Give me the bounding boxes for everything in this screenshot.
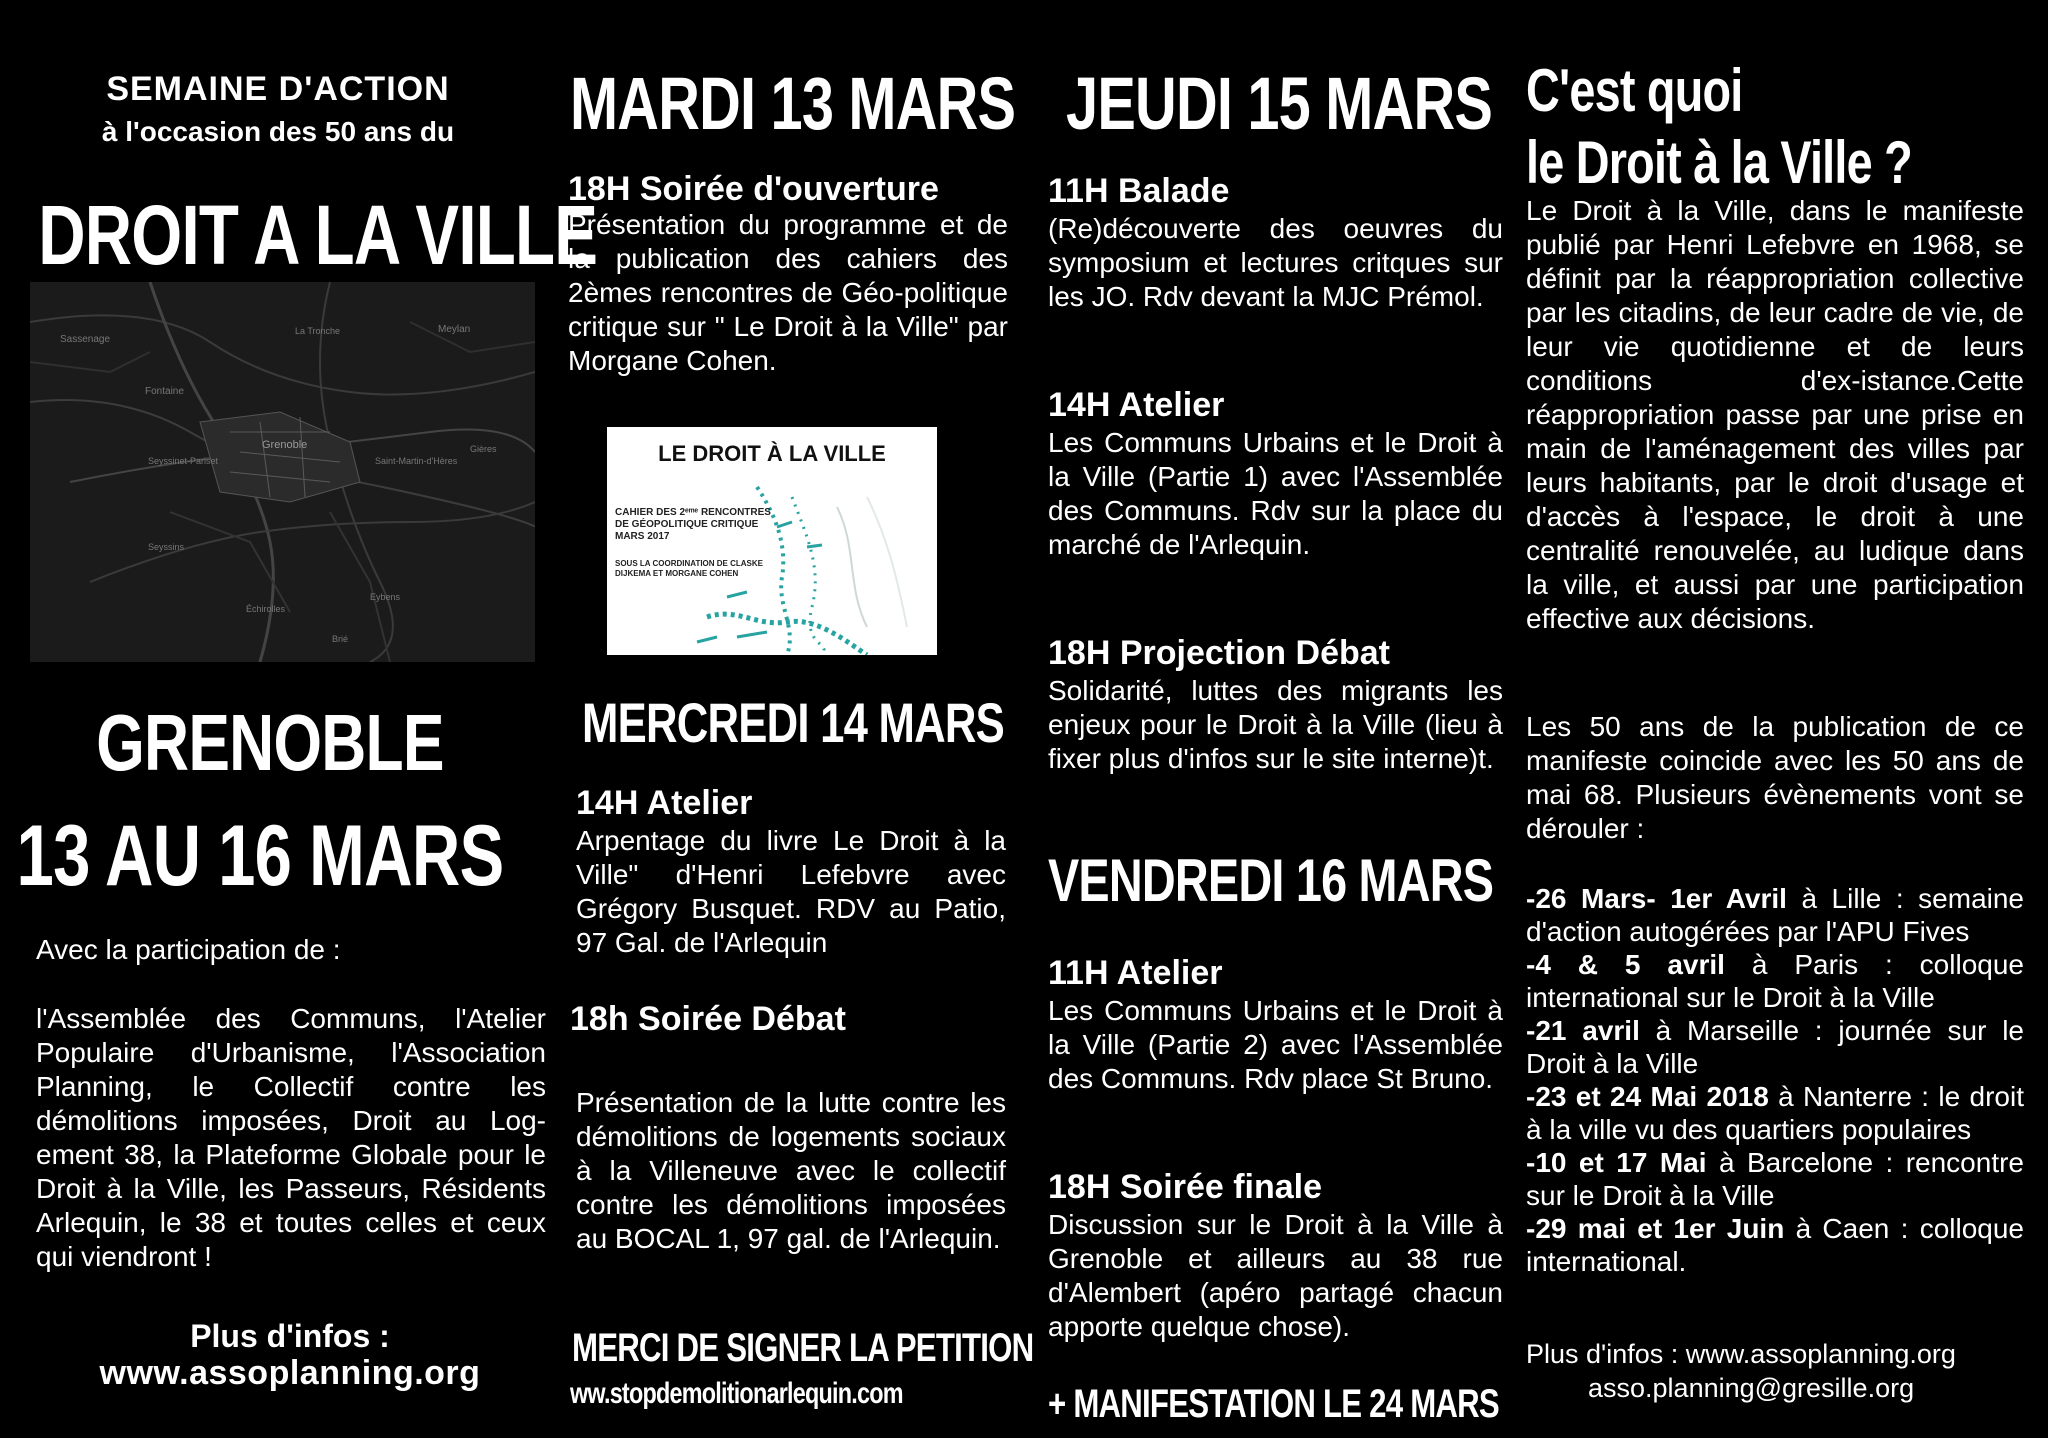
event-item: -21 avril à Marseille : journée sur le Droit à la Ville — [1526, 1015, 2024, 1079]
city-title: GRENOBLE — [96, 698, 444, 787]
map-label: Meylan — [438, 324, 471, 335]
participation-text: l'Assemblée des Communs, l'Atelier Populaire d'Urbanisme, l'Association Planning, le Collectif contre les démolitions imposées, Droit au Log-ement 38, la Plateforme Globale pour le Droit à la Ville, les Passeurs, Résidents Arlequin, le 38 et toutes celles et ceux qui viendront ! — [36, 1003, 546, 1272]
event-item: -29 mai et 1er Juin à Caen : colloque international. — [1526, 1213, 2024, 1277]
friday-slot1-text: Les Communs Urbains et le Droit à la Ville (Partie 2) avec l'Assemblée des Communs. Rdv place St Bruno. — [1048, 995, 1503, 1094]
participation-intro: Avec la participation de : — [36, 934, 341, 965]
website-link[interactable]: www.assoplanning.org — [99, 1354, 481, 1392]
book-cover — [607, 427, 937, 655]
left-column — [16, 0, 598, 1438]
bottom-margin — [0, 1438, 2048, 1448]
map-label: Brié — [332, 634, 349, 644]
map-label: Seyssins — [148, 542, 185, 552]
about-title-line1: C'est quoi — [1526, 57, 1743, 124]
cover-credits: SOUS LA COORDINATION DE CLASKE DIJKEMA ET MORGANE COHEN — [615, 559, 764, 578]
map-label: Grenoble — [262, 439, 308, 451]
cover-title: LE DROIT À LA VILLE — [658, 441, 886, 466]
thursday-friday-column — [1040, 0, 1505, 1438]
thursday-slot2-text: Les Communs Urbains et le Droit à la Ville (Partie 1) avec l'Assemblée des Communs. Rdv sur la place du marché de l'Arlequin. — [1048, 427, 1503, 560]
map-label: La Tronche — [295, 326, 341, 336]
about-paragraph-2: Les 50 ans de la publication de ce manifeste coincide avec les 50 ans de mai 68. Plusieurs évènements vont se dérouler : — [1526, 711, 2024, 844]
friday-slot2-title: 18H Soirée finale — [1048, 1168, 1323, 1206]
map-label: Eybens — [370, 592, 401, 602]
event-item: -23 et 24 Mai 2018 à Nanterre : le droit à la ville vu des quartiers populaires — [1526, 1081, 2024, 1145]
contact-email[interactable]: asso.planning@gresille.org — [1588, 1373, 1915, 1403]
thursday-slot3-title: 18H Projection Débat — [1048, 634, 1390, 672]
friday-heading: VENDREDI 16 MARS — [1048, 847, 1494, 914]
about-paragraph-1: Le Droit à la Ville, dans le manifeste publié par Henri Lefebvre en 1968, se définit par la réappropriation collective par les citadins, de leur cadre de vie, de leur vie quotidienne et de leurs conditions d'ex-istance.Cette réappropriation passe par une prise en main de l'aménagement des villes par leurs habitants, par le droit d'usage et d'accès à l'espace, le droit à une centralité renouvelée, au ludique dans la ville, et aussi par une participation effective aux décisions. — [1526, 195, 2024, 634]
wednesday-slot2-text: Présentation de la lutte contre les démolitions de logements sociaux à la Villeneuve avec le collectif contre les démolitions imposées au BOCAL 1, 97 gal. de l'Arlequin. — [576, 1087, 1006, 1254]
wednesday-heading: MERCREDI 14 MARS — [582, 691, 1004, 754]
main-title: DROIT A LA VILLE — [38, 188, 598, 282]
event-item: -26 Mars- 1er Avril à Lille : semaine d'action autogérées par l'APU Fives — [1526, 883, 2025, 947]
about-title-line2: le Droit à la Ville ? — [1526, 129, 1912, 196]
more-info-label: Plus d'infos : — [190, 1318, 390, 1354]
kicker-sub: à l'occasion des 50 ans du — [101, 116, 455, 147]
wednesday-slot1-text: Arpentage du livre Le Droit à la Ville" d'Henri Lefebvre avec Grégory Busquet. RDV au Patio, 97 Gal. de l'Arlequin — [576, 825, 1006, 958]
thursday-slot1-text: (Re)découverte des oeuvres du symposium et lectures critques sur les JO. Rdv devant la MJC Prémol. — [1048, 213, 1503, 312]
contact-website[interactable]: Plus d'infos : www.assoplanning.org — [1526, 1339, 1956, 1369]
petition-url[interactable]: ww.stopdemolitionarlequin.com — [570, 1377, 903, 1410]
city-map — [30, 282, 535, 662]
dates-title: 13 AU 16 MARS — [16, 808, 504, 904]
thursday-slot3-text: Solidarité, luttes des migrants les enjeux pour le Droit à la Ville (lieu à fixer plus d'infos sur le site interne)t. — [1048, 675, 1503, 774]
map-label: Fontaine — [145, 386, 184, 397]
map-graphic — [30, 282, 535, 662]
map-label: Gières — [470, 444, 497, 454]
wednesday-slot2-title: 18h Soirée Débat — [570, 1000, 846, 1038]
map-label: Seyssinet-Pariset — [148, 456, 219, 466]
kicker: SEMAINE D'ACTION — [106, 70, 450, 108]
thursday-slot1-title: 11H Balade — [1048, 172, 1230, 210]
tuesday-wednesday-column — [560, 0, 1034, 1438]
cover-subtitle: CAHIER DES 2ᵉᵐᵉ RENCONTRES DE GÉOPOLITIQUE CRITIQUE MARS 2017 — [615, 507, 771, 542]
map-label: Saint-Martin-d'Hères — [375, 456, 458, 466]
event-item: -4 & 5 avril à Paris : colloque international sur le Droit à la Ville — [1526, 949, 2024, 1013]
tuesday-slot-text: Présentation du programme et de la publication des cahiers des 2èmes rencontres de Géo-politique critique sur " Le Droit à la Ville" par Morgane Cohen. — [568, 209, 1008, 376]
demonstration-notice: + MANIFESTATION LE 24 MARS — [1048, 1382, 1499, 1426]
map-label: Sassenage — [60, 334, 111, 345]
event-item: -10 et 17 Mai à Barcelone : rencontre sur le Droit à la Ville — [1526, 1147, 2024, 1211]
friday-slot2-text: Discussion sur le Droit à la Ville à Grenoble et ailleurs au 38 rue d'Alembert (apéro partagé chacun apporte quelque chose). — [1048, 1209, 1503, 1342]
map-label: Échirolles — [246, 604, 286, 614]
tuesday-slot-title: 18H Soirée d'ouverture — [568, 170, 939, 208]
events-list — [1526, 882, 2024, 1278]
tuesday-heading: MARDI 13 MARS — [570, 62, 1016, 145]
wednesday-slot1-title: 14H Atelier — [576, 784, 753, 822]
about-column — [1520, 0, 2030, 1438]
petition-heading: MERCI DE SIGNER LA PETITION — [572, 1326, 1034, 1370]
friday-slot1-title: 11H Atelier — [1048, 954, 1223, 992]
thursday-slot2-title: 14H Atelier — [1048, 386, 1225, 424]
thursday-heading: JEUDI 15 MARS — [1066, 62, 1493, 145]
